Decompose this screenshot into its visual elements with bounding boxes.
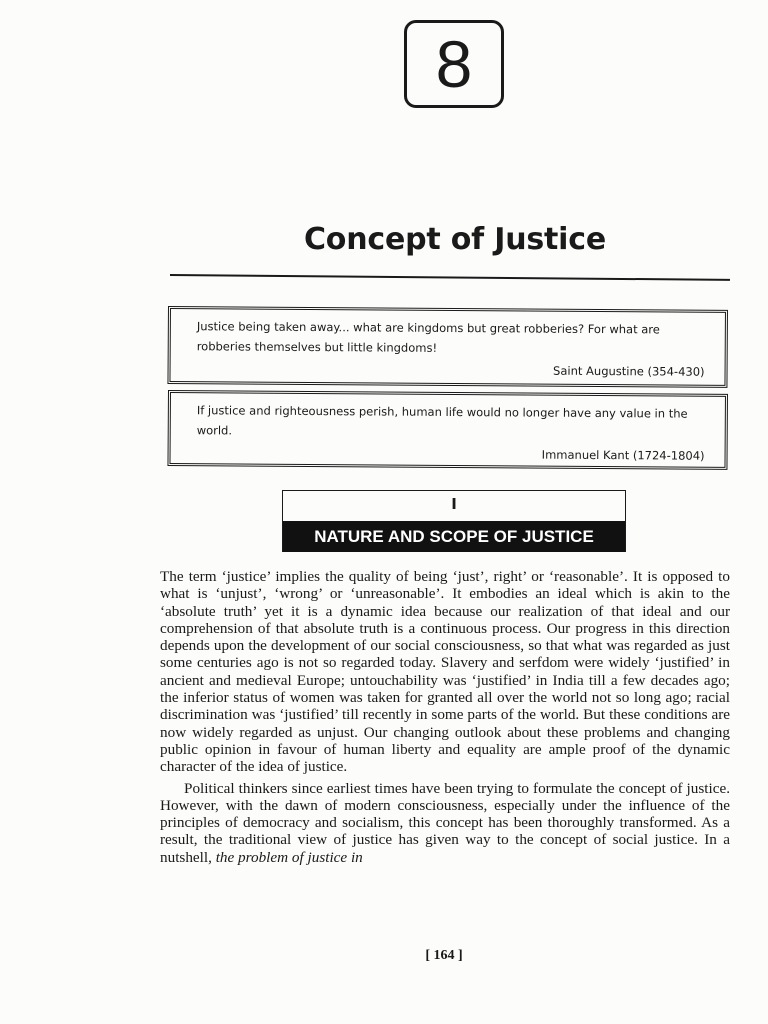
quote-author: Saint Augustine (354-430): [553, 363, 705, 379]
page-number: [ 164 ]: [425, 948, 463, 963]
chapter-number-box: [404, 20, 504, 108]
title-underline: [170, 274, 730, 281]
quote-box-augustine: [167, 306, 728, 388]
quote-author: Immanuel Kant (1724-1804): [541, 447, 705, 463]
quote-box-kant: [167, 390, 728, 470]
paragraph-text: Political thinkers since earliest times have been trying to formulate the concept of justice. However, with the dawn of modern consciousness, especially under the influence of the principles of democracy and socialism, this concept has been thoroughly transformed. As a result, the traditional view of justice has given way to the concept of social justice. In a nutshell,: [160, 779, 730, 866]
paragraph: [160, 780, 730, 866]
chapter-title: Concept of Justice: [303, 222, 606, 257]
section-heading: [282, 490, 626, 552]
section-title: NATURE AND SCOPE OF JUSTICE: [283, 521, 625, 552]
paragraph-italic-text: the problem of justice in: [215, 848, 363, 866]
quote-text: Justice being taken away... what are kingdoms but great robberies? For what are robberies themselves but little kingdoms!: [196, 319, 660, 355]
chapter-number: 8: [435, 27, 473, 101]
section-number: I: [451, 495, 457, 513]
paragraph: The term ‘justice’ implies the quality of being ‘just’, right’ or ‘reasonable’. It is opposed to what is ‘unjust’, ‘wrong’ or ‘unreasonable’. It embodies an ideal which is akin to the ‘absolute truth’ yet it is a dynamic idea because our realization of that ideal and our comprehension of that absolute truth is a continuous process. Our progress in this direction depends upon the development of our social consciousness, so that what was regarded as just some centuries ago is not so regarded today. Slavery and serfdom were widely ‘justified’ in ancient and medieval Europe; untouchability was ‘justified’ in India till a few decades ago; the inferior status of women was taken for granted all over the world not so long ago; racial discrimination was ‘justified’ till recently in some parts of the world. But these conditions are now widely regarded as unjust. Our changing outlook about these problems and changing public opinion in favour of human liberty and equality are ample proof of the dynamic character of the idea of justice.: [160, 568, 730, 776]
quote-text: If justice and righteousness perish, human life would no longer have any value in the world.: [196, 403, 688, 438]
body-text: [160, 568, 730, 870]
